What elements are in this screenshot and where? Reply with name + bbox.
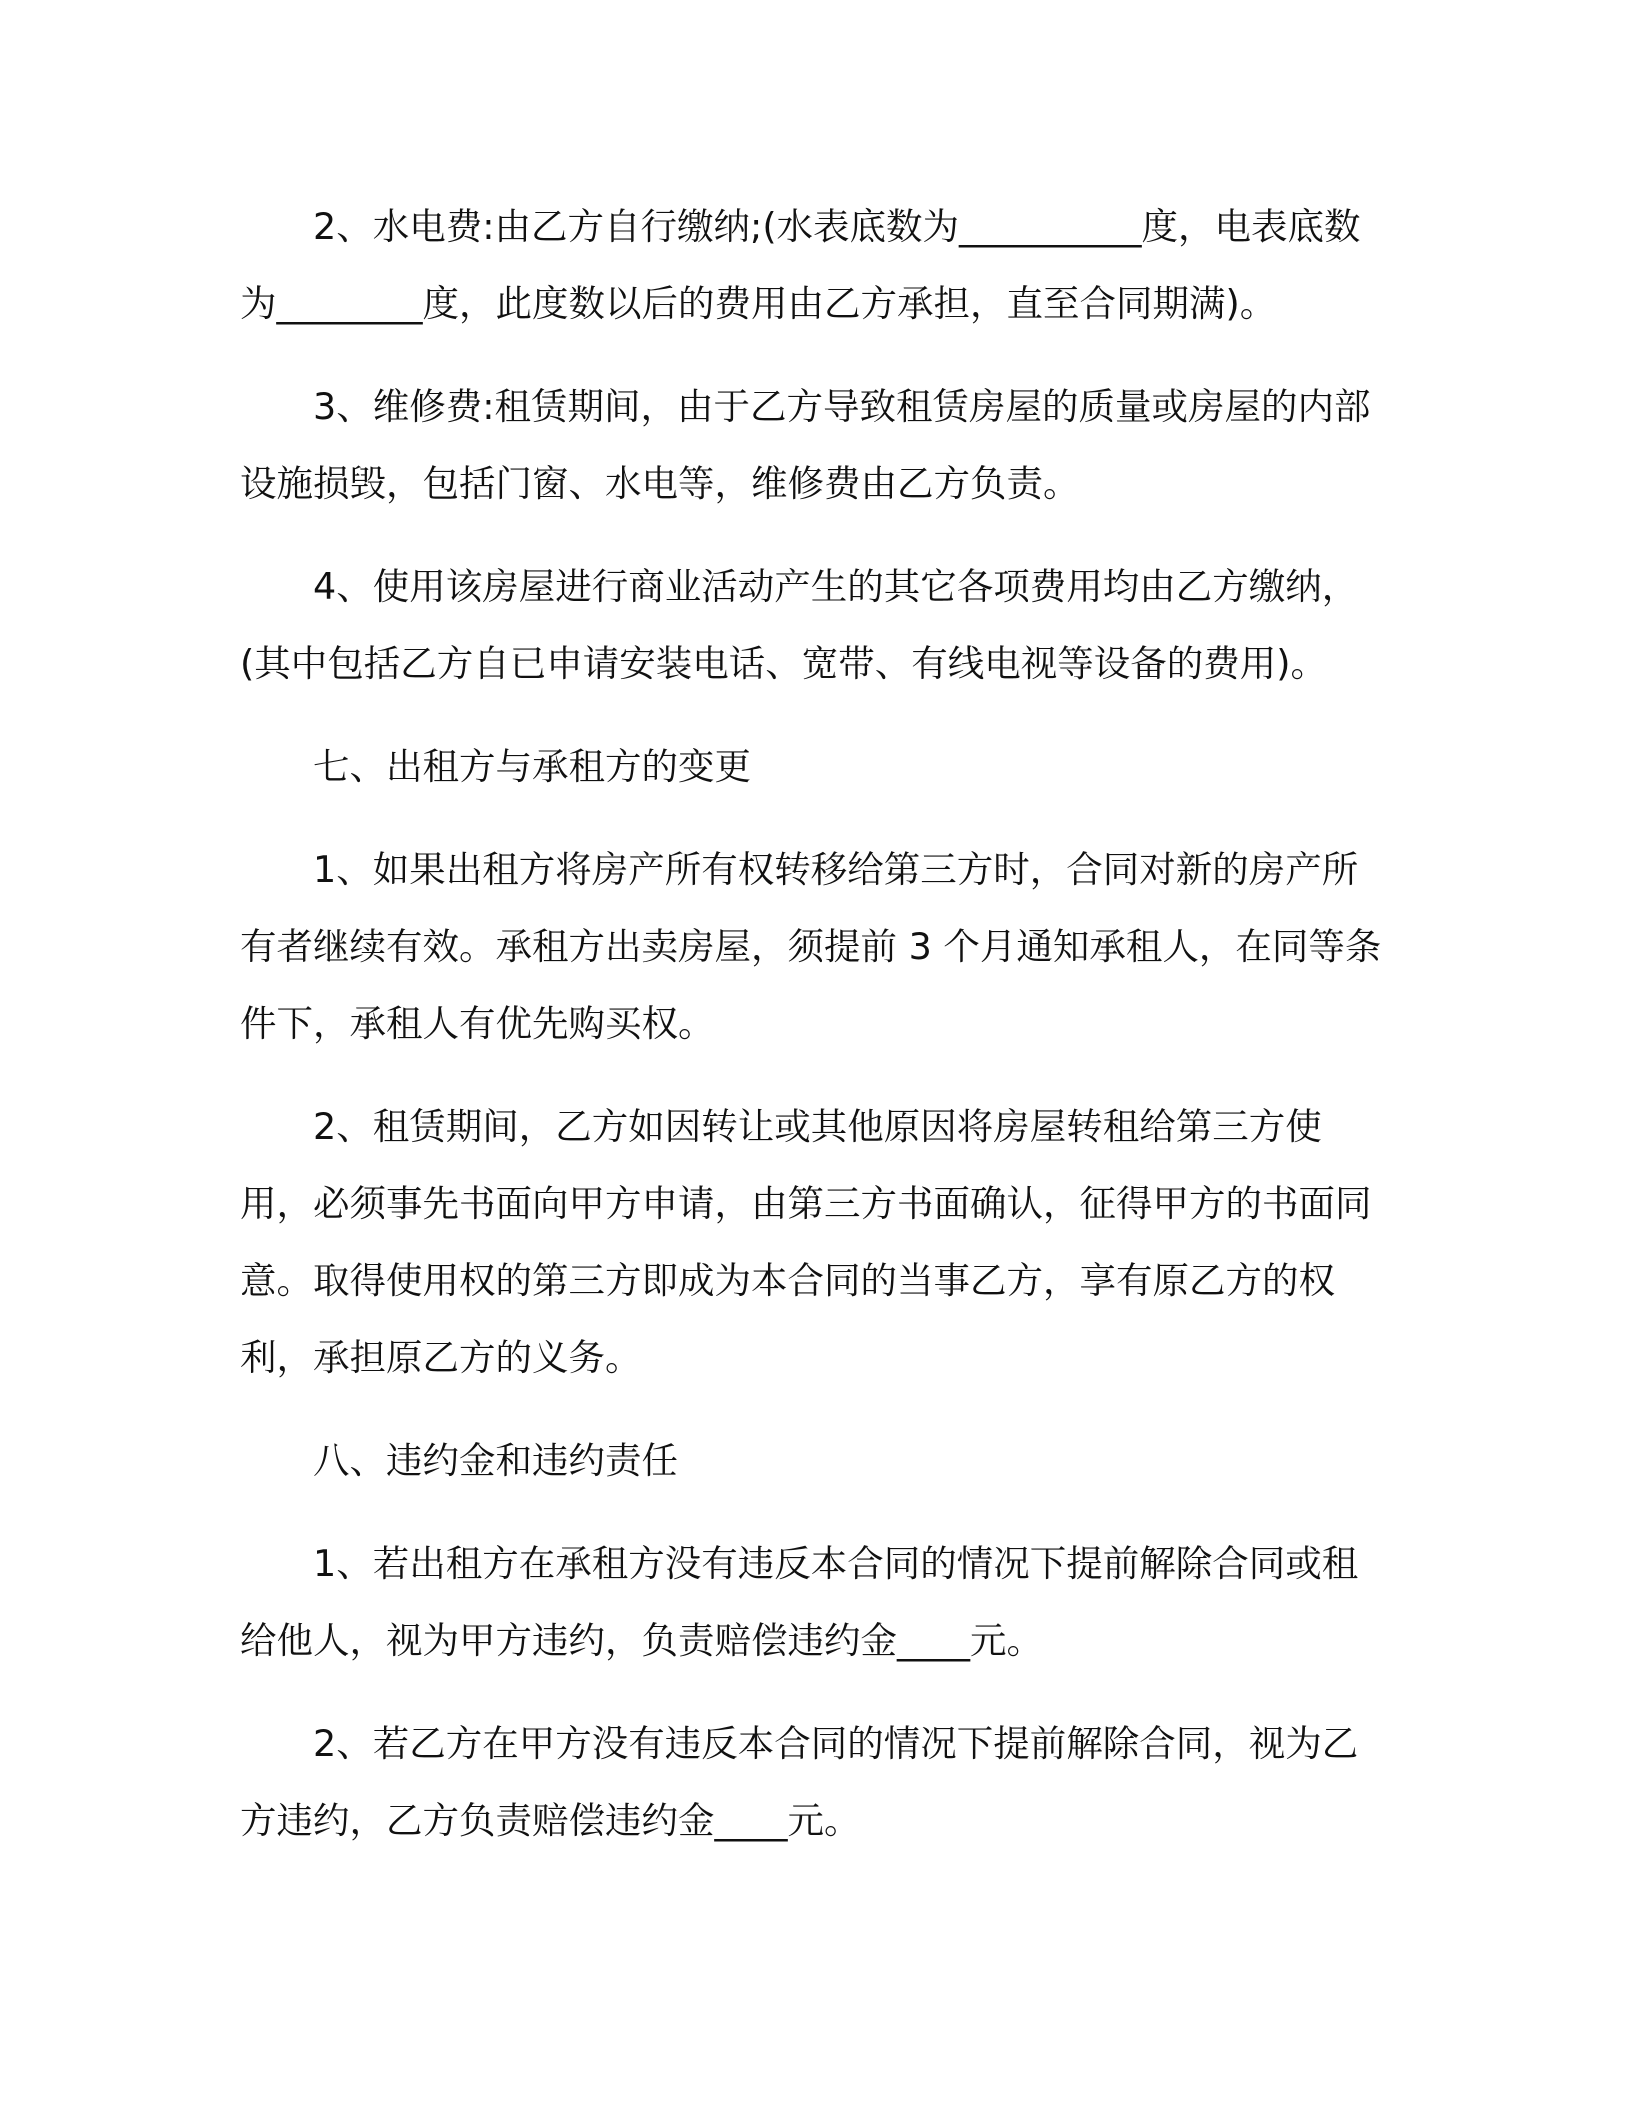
clause-sublease: 2、租赁期间，乙方如因转让或其他原因将房屋转租给第三方使用，必须事先书面向甲方申请，由第三方书面确认，征得甲方的书面同意。取得使用权的第三方即成为本合同的当事乙方，享有原乙方的权利，承担原乙方的义务。 (240, 1105, 1372, 1379)
clause-utilities: 2、水电费:由乙方自行缴纳;(水表底数为__________度，电表底数为________度，此度数以后的费用由乙方承担，直至合同期满)。 (240, 205, 1361, 325)
clause-lessee-breach: 2、若乙方在甲方没有违反本合同的情况下提前解除合同，视为乙方违约，乙方负责赔偿违约金____元。 (240, 1722, 1359, 1842)
clause-other-fees: 4、使用该房屋进行商业活动产生的其它各项费用均由乙方缴纳，(其中包括乙方自已申请安装电话、宽带、有线电视等设备的费用)。 (240, 565, 1359, 685)
section-heading-change-of-parties: 七、出租方与承租方的变更 (313, 745, 751, 788)
document-body (240, 188, 1390, 1885)
clause-ownership-transfer: 1、如果出租方将房产所有权转移给第三方时，合同对新的房产所有者继续有效。承租方出卖房屋，须提前 3 个月通知承租人，在同等条件下，承租人有优先购买权。 (240, 848, 1382, 1045)
clause-repair-fee: 3、维修费:租赁期间，由于乙方导致租赁房屋的质量或房屋的内部设施损毁，包括门窗、水电等，维修费由乙方负责。 (240, 385, 1371, 505)
section-heading-penalty: 八、违约金和违约责任 (313, 1439, 678, 1482)
clause-lessor-breach: 1、若出租方在承租方没有违反本合同的情况下提前解除合同或租给他人，视为甲方违约，负责赔偿违约金____元。 (240, 1542, 1359, 1662)
